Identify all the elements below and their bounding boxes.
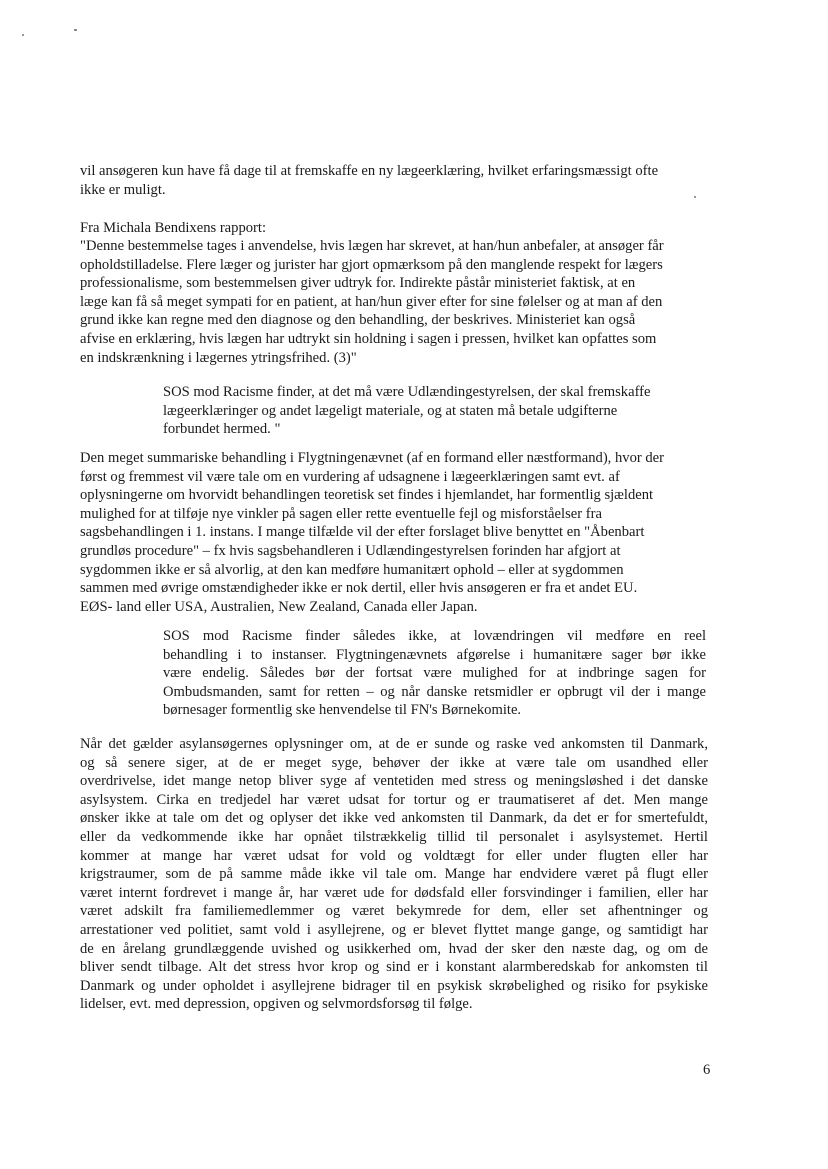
text-line: oplysningerne om hvorvidt behandlingen teoretisk set findes i hjemlandet, har formentlig sjældent	[80, 487, 654, 504]
text-line: Den meget summariske behandling i Flygtningenævnet (af en formand eller næstformand), hvor der	[80, 450, 665, 466]
paragraph-summary-treatment	[80, 449, 708, 616]
text-line: grundløs procedure" – fx hvis sagsbehandleren i Udlændingestyrelsen forinden har afgjort at	[80, 542, 621, 559]
page-number: 6	[703, 1062, 711, 1078]
text-line: været adskilt fra familiemedlemmer og været bekymrede for dem, eller set afhentninger og	[80, 903, 708, 920]
paragraph-intro	[80, 162, 708, 199]
heading-text: Fra Michala Bendixens rapport:	[80, 220, 267, 236]
text-line: krigstraumer, som de på samme måde ikke vil tale om. Mange har endvidere været på flugt eller	[80, 866, 708, 883]
report-quote	[80, 237, 708, 367]
text-line: børnesager formentlig ske henvendelse til FN's Børnekomite.	[163, 702, 522, 719]
text-line: SOS mod Racisme finder således ikke, at lovændringen vil medføre en reel	[163, 628, 706, 644]
text-line: "Denne bestemmelse tages i anvendelse, hvis lægen har skrevet, at han/hun anbefaler, at ansøger får	[80, 238, 664, 254]
text-line: sagsbehandlingen i 1. instans. I mange tilfælde vil der efter forslaget blive benyttet en "Åbenbart	[80, 524, 645, 541]
text-line: være endelig. Således bør der fortsat være mulighed for at indbringe sagen for	[163, 665, 706, 682]
text-line: sygdommen ikke er så alvorlig, at den kan medføre humanitært ophold – eller at sygdommen	[80, 561, 624, 578]
text-line: først og fremmest vil være tale om en vurdering af udsagnene i lægeerklæringen samt evt. af	[80, 468, 620, 485]
text-line: ønsker ikke at tale om det og oplyser det ikke ved ankomsten til Danmark, da det er for smertefuldt,	[80, 810, 708, 827]
text-line: opholdstilladelse. Flere læger og jurister har gjort opmærksom på den manglende respekt for lægers	[80, 256, 663, 273]
text-line: en indskrænkning i lægernes ytringsfrihed. (3)"	[80, 349, 357, 366]
scan-speck	[74, 29, 77, 31]
text-line: sammen med øvrige omstændigheder ikke er nok dertil, eller hvis ansøgeren er fra et andet EU.	[80, 580, 638, 597]
scan-speck	[22, 34, 24, 36]
paragraph-asylum-seekers	[80, 735, 708, 1014]
text-line: kommer at mange har været udsat for vold og voldtægt for eller under flugten eller har	[80, 847, 708, 864]
text-line: ikke er muligt.	[80, 181, 166, 198]
text-line: og så senere siger, at de er meget syge, behøver der ikke at være tale om usandhed eller	[80, 754, 708, 771]
text-line: Ombudsmanden, samt for retten – og når danske retsmidler er opbrugt vil der i mange	[163, 683, 706, 700]
text-line: de en årelang grundlæggende uvished og usikkerhed om, hvad der sker den næste dag, og om de	[80, 940, 708, 957]
text-line: Danmark og under opholdet i asyllejrene bidrager til en psykisk skrøbelighed og risiko for psykiske	[80, 977, 708, 994]
sos-statement-2	[163, 627, 706, 720]
text-line: EØS- land eller USA, Australien, New Zealand, Canada eller Japan.	[80, 598, 478, 615]
text-line: mulighed for at tilføje nye vinkler på sagen eller rette eventuelle fejl og misforståelser fra	[80, 505, 602, 522]
text-line: lægeerklæringer og andet lægeligt materiale, og at staten må betale udgifterne	[163, 402, 618, 419]
text-line: været internt fordrevet i mange år, har været ude for dødsfald eller forsvindinger i familien, eller har	[80, 884, 708, 901]
text-line: læge kan få så meget sympati for en patient, at han/hun giver efter for sine følelser og at man af den	[80, 293, 663, 310]
text-line: afvise en erklæring, hvis lægen har udtrykt sin holdning i sagen i pressen, hvilket kan opfattes som	[80, 330, 657, 347]
report-heading	[80, 219, 708, 238]
text-line: behandling i to instanser. Flygtningenævnets afgørelse i humanitære sager bør ikke	[163, 646, 706, 663]
text-line: forbundet hermed. "	[163, 421, 281, 438]
text-line: bliver sendt tilbage. Alt det stress hvor krop og sind er i konstant alarmberedskab for ankomsten til	[80, 959, 708, 976]
text-line: arrestationer ved politiet, samt vold i asyllejrene, og er blevet flyttet mange gange, og samtidigt har	[80, 921, 708, 938]
text-line: asylsystem. Cirka en tredjedel har været udsat for tortur og er traumatiseret af det. Men mange	[80, 791, 708, 808]
text-line: lidelser, evt. med depression, opgiven og selvmordsforsøg til følge.	[80, 996, 473, 1013]
text-line: Når det gælder asylansøgernes oplysninger om, at de er sunde og raske ved ankomsten til Danmark,	[80, 736, 708, 752]
text-line: SOS mod Racisme finder, at det må være Udlændingestyrelsen, der skal fremskaffe	[163, 384, 651, 400]
sos-statement-1	[163, 383, 706, 439]
text-line: vil ansøgeren kun have få dage til at fremskaffe en ny lægeerklæring, hvilket erfaringsmæssigt ofte	[80, 163, 659, 179]
text-line: grund ikke kan regne med den diagnose og den behandling, der beskrives. Ministeriet kan også	[80, 312, 636, 329]
text-line: professionalisme, som bestemmelsen giver udtryk for. Indirekte påstår ministeriet faktisk, at en	[80, 275, 636, 292]
text-line: overdrivelse, idet mange netop bliver syge af ventetiden med stress og meningsløshed i det danske	[80, 773, 708, 790]
text-line: eller da vedkommende ikke har opnået tilstrækkelig tillid til personalet i asylsystemet. Hertil	[80, 828, 708, 845]
